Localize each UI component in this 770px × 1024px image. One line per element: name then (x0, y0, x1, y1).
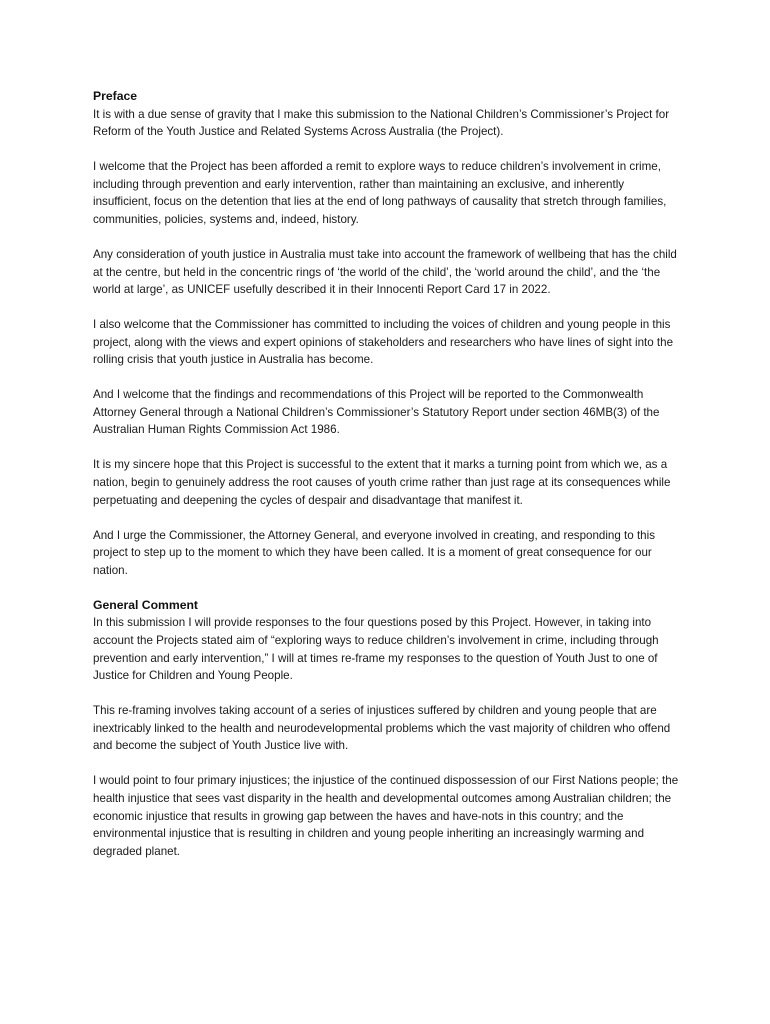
general-comment-paragraph-2: This re-framing involves taking account of a series of injustices suffered by children and young people that are inextricably linked to the health and neurodevelopmental problems which the vast majority of children who offend and become the subject of Youth Justice live with. (93, 704, 671, 753)
preface-paragraph-6: It is my sincere hope that this Project is successful to the extent that it marks a turning point from which we, as a nation, begin to genuinely address the root causes of youth crime rather than just rage at its consequences while perpetuating and deepening the cycles of despair and disadvantage that manifest it. (93, 458, 671, 507)
preface-paragraph-4: I also welcome that the Commissioner has committed to including the voices of children and young people in this project, along with the views and expert opinions of stakeholders and researchers who have lines of sight into the rolling crisis that youth justice in Australia has become. (93, 318, 674, 367)
document-page (93, 88, 683, 878)
preface-section (93, 88, 683, 579)
general-comment-section (93, 597, 683, 861)
preface-heading: Preface (93, 89, 138, 103)
preface-paragraph-2: I welcome that the Project has been afforded a remit to explore ways to reduce children’s involvement in crime, including through prevention and early intervention, rather than maintaining an exclusive, and inherently insufficient, focus on the detention that lies at the end of long pathways of causality that stretch through families, communities, policies, systems and, indeed, history. (93, 160, 667, 226)
preface-paragraph-5: And I welcome that the findings and recommendations of this Project will be reported to the Commonwealth Attorney General through a National Children’s Commissioner’s Statutory Report under section 46MB(3) of the Australian Human Rights Commission Act 1986. (93, 388, 660, 437)
general-comment-paragraph-3: I would point to four primary injustices; the injustice of the continued dispossession of our First Nations people; the health injustice that sees vast disparity in the health and developmental outcomes among Australian children; the economic injustice that results in growing gap between the haves and have-nots in this country; and the environmental injustice that is resulting in children and young people inheriting an increasingly warming and degraded planet. (93, 774, 679, 858)
preface-paragraph-3: Any consideration of youth justice in Australia must take into account the framework of wellbeing that has the child at the centre, but held in the concentric rings of ‘the world of the child’, the ‘world around the child’, and the ‘the world at large’, as UNICEF usefully described it in their Innocenti Report Card 17 in 2022. (93, 247, 677, 297)
preface-paragraph-7: And I urge the Commissioner, the Attorney General, and everyone involved in creating, and responding to this project to step up to the moment to which they have been called. It is a moment of great consequence for our nation. (93, 528, 655, 577)
general-comment-paragraph-1: In this submission I will provide responses to the four questions posed by this Project. However, in taking into account the Projects stated aim of “exploring ways to reduce children’s involvement in crime, including through prevention and early intervention,” I will at times re-frame my responses to the question of Youth Just to one of Justice for Children and Young People. (93, 616, 659, 683)
preface-paragraph-1: It is with a due sense of gravity that I make this submission to the National Children’s Commissioner’s Project for Reform of the Youth Justice and Related Systems Across Australia (the Project). (93, 107, 670, 139)
general-comment-heading: General Comment (93, 597, 198, 612)
